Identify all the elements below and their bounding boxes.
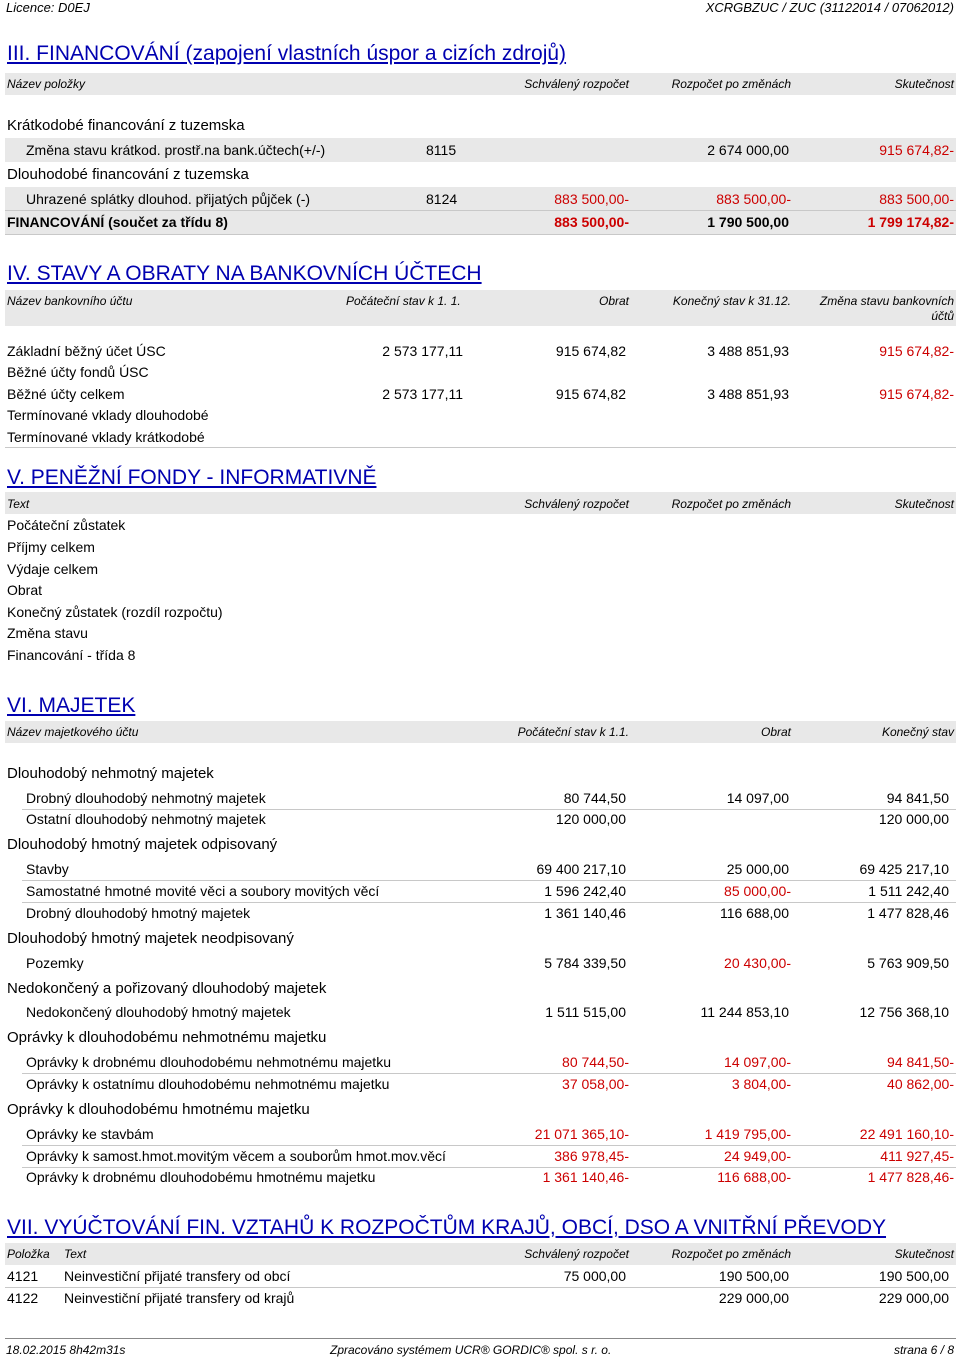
asset-name: Samostatné hmotné movité věci a soubory movitých věcí — [26, 883, 380, 899]
row-actual: 915 674,82- — [879, 142, 954, 158]
asset-start: 80 744,50- — [562, 1054, 629, 1070]
col-approved: Schválený rozpočet — [524, 1247, 629, 1261]
transfer-actual: 229 000,00 — [878, 1290, 949, 1306]
licence-label: Licence: D0EJ — [6, 0, 90, 15]
section-v-title: V. PENĚŽNÍ FONDY - INFORMATIVNĚ — [7, 466, 377, 489]
asset-start: 21 071 365,10- — [534, 1126, 629, 1142]
col-asset-name: Název majetkového účtu — [7, 725, 139, 739]
fund-row: Počáteční zůstatek — [7, 517, 126, 533]
asset-end: 12 756 368,10 — [859, 1004, 949, 1020]
account-start: 2 573 177,11 — [382, 343, 463, 359]
row-approved: 883 500,00- — [554, 191, 629, 207]
col-actual: Skutečnost — [894, 77, 954, 91]
asset-start: 1 361 140,46- — [542, 1169, 629, 1185]
asset-group-title: Dlouhodobý hmotný majetek odpisovaný — [7, 836, 278, 853]
col-account-name: Název bankovního účtu — [7, 294, 133, 308]
asset-start: 386 978,45- — [554, 1148, 629, 1164]
group-long-term-financing: Dlouhodobé financování z tuzemska — [7, 166, 249, 183]
col-item: Položka — [7, 1247, 50, 1261]
asset-turnover: 24 949,00- — [724, 1148, 791, 1164]
asset-name: Oprávky ke stavbám — [26, 1126, 154, 1142]
fund-row: Financování - třída 8 — [7, 647, 136, 663]
col-start: Počáteční stav k 1.1. — [517, 725, 629, 739]
section-iv-header-band — [5, 290, 956, 326]
row-name: Uhrazené splátky dlouhod. přijatých půjček (-) — [26, 191, 311, 207]
account-name: Termínované vklady dlouhodobé — [7, 407, 209, 423]
col-approved: Schválený rozpočet — [524, 77, 629, 91]
col-end: Konečný stav k 31.12. — [672, 294, 791, 308]
asset-start: 37 058,00- — [562, 1076, 629, 1092]
col-text: Text — [64, 1247, 87, 1261]
asset-name: Oprávky k ostatnímu dlouhodobému nehmotnému majetku — [26, 1076, 390, 1092]
asset-group-title: Dlouhodobý hmotný majetek neodpisovaný — [7, 930, 294, 947]
row-name: Změna stavu krátkod. prostř.na bank.účtech(+/-) — [26, 142, 326, 158]
asset-turnover: 25 000,00 — [726, 861, 789, 877]
col-text: Text — [7, 497, 30, 511]
col-change: Změna stavu bankovních — [819, 294, 954, 308]
account-end: 3 488 851,93 — [707, 386, 789, 402]
asset-turnover: 11 244 853,10 — [700, 1004, 789, 1020]
asset-turnover: 20 430,00- — [724, 955, 791, 971]
account-change: 915 674,82- — [879, 343, 954, 359]
fund-row: Příjmy celkem — [7, 539, 95, 555]
asset-end: 40 862,00- — [887, 1076, 954, 1092]
account-name: Základní běžný účet ÚSC — [7, 343, 166, 359]
asset-name: Nedokončený dlouhodobý hmotný majetek — [26, 1004, 291, 1020]
asset-end: 94 841,50 — [886, 790, 949, 806]
asset-name: Drobný dlouhodobý hmotný majetek — [26, 905, 251, 921]
section-vi-title: VI. MAJETEK — [7, 694, 136, 717]
account-turnover: 915 674,82 — [555, 386, 626, 402]
account-change: 915 674,82- — [879, 386, 954, 402]
col-item-name: Název položky — [7, 77, 86, 91]
asset-start: 1 511 515,00 — [545, 1004, 626, 1020]
asset-start: 69 400 217,10 — [536, 861, 626, 877]
account-name: Běžné účty celkem — [7, 386, 125, 402]
footer-date: 18.02.2015 8h42m31s — [6, 1343, 126, 1357]
account-turnover: 915 674,82 — [555, 343, 626, 359]
row-actual: 883 500,00- — [879, 191, 954, 207]
col-actual: Skutečnost — [894, 497, 954, 511]
asset-end: 411 927,45- — [880, 1148, 954, 1164]
asset-start: 5 784 339,50 — [544, 955, 626, 971]
section-vi-header-band — [5, 721, 956, 743]
asset-start: 1 596 242,40 — [544, 883, 626, 899]
asset-end: 5 763 909,50 — [867, 955, 949, 971]
asset-turnover: 14 097,00 — [726, 790, 789, 806]
asset-end: 69 425 217,10 — [859, 861, 949, 877]
section-iv-title: IV. STAVY A OBRATY NA BANKOVNÍCH ÚČTECH — [7, 262, 482, 285]
transfer-approved: 75 000,00 — [563, 1268, 626, 1284]
asset-start: 80 744,50 — [563, 790, 626, 806]
asset-end: 94 841,50- — [887, 1054, 954, 1070]
asset-end: 1 477 828,46 — [867, 905, 949, 921]
asset-group-title: Nedokončený a pořizovaný dlouhodobý majetek — [7, 980, 327, 997]
document-id: XCRGBZUC / ZUC (31122014 / 07062012) — [705, 0, 954, 15]
row-after: 883 500,00- — [716, 191, 791, 207]
group-short-term-financing: Krátkodobé financování z tuzemska — [7, 117, 245, 134]
col-after-changes: Rozpočet po změnách — [671, 1247, 791, 1261]
row-after: 2 674 000,00 — [707, 142, 789, 158]
col-end: Konečný stav — [881, 725, 954, 739]
transfer-after: 229 000,00 — [718, 1290, 789, 1306]
col-approved: Schválený rozpočet — [524, 497, 629, 511]
asset-end: 1 477 828,46- — [867, 1169, 954, 1185]
total-actual: 1 799 174,82- — [867, 214, 954, 230]
fund-row: Výdaje celkem — [7, 561, 99, 577]
footer-system: Zpracováno systémem UCR® GORDIC® spol. s r. o. — [330, 1343, 612, 1357]
footer-page: strana 6 / 8 — [893, 1343, 954, 1357]
row-code: 8124 — [426, 191, 458, 207]
asset-name: Stavby — [26, 861, 69, 877]
account-start: 2 573 177,11 — [382, 386, 463, 402]
asset-end: 22 491 160,10- — [859, 1126, 954, 1142]
asset-group-title: Dlouhodobý nehmotný majetek — [7, 765, 214, 782]
asset-turnover: 3 804,00- — [731, 1076, 791, 1092]
asset-name: Drobný dlouhodobý nehmotný majetek — [26, 790, 266, 806]
col-change-line2: účtů — [931, 309, 954, 323]
asset-turnover: 116 688,00 — [719, 905, 789, 921]
asset-name: Oprávky k drobnému dlouhodobému nehmotnému majetku — [26, 1054, 391, 1070]
account-name: Termínované vklady krátkodobé — [7, 429, 205, 445]
transfer-item: 4121 — [7, 1268, 39, 1284]
col-turnover: Obrat — [760, 725, 791, 739]
section-iii-title: III. FINANCOVÁNÍ (zapojení vlastních úspor a cizích zdrojů) — [7, 42, 567, 65]
fund-row: Změna stavu — [7, 625, 88, 641]
section-iii-header-band — [5, 73, 956, 95]
asset-start: 1 361 140,46 — [544, 905, 626, 921]
account-name: Běžné účty fondů ÚSC — [7, 364, 149, 380]
asset-end: 120 000,00 — [878, 811, 949, 827]
asset-name: Oprávky k drobnému dlouhodobému hmotnému majetku — [26, 1169, 376, 1185]
asset-start: 120 000,00 — [555, 811, 626, 827]
fund-row: Obrat — [7, 582, 43, 598]
total-approved: 883 500,00- — [554, 214, 629, 230]
col-after-changes: Rozpočet po změnách — [671, 497, 791, 511]
asset-name: Ostatní dlouhodobý nehmotný majetek — [26, 811, 266, 827]
asset-name: Oprávky k samost.hmot.movitým věcem a souborům hmot.mov.věcí — [26, 1148, 446, 1164]
transfer-item: 4122 — [7, 1290, 39, 1306]
total-name: FINANCOVÁNÍ (součet za třídu 8) — [7, 214, 228, 230]
transfer-text: Neinvestiční přijaté transfery od krajů — [64, 1290, 295, 1306]
col-turnover: Obrat — [598, 294, 629, 308]
col-after-changes: Rozpočet po změnách — [671, 77, 791, 91]
asset-turnover: 1 419 795,00- — [704, 1126, 791, 1142]
asset-end: 1 511 242,40 — [868, 883, 949, 899]
section-vii-title: VII. VYÚČTOVÁNÍ FIN. VZTAHŮ K ROZPOČTŮM KRAJŮ, OBCÍ, DSO A VNITŘNÍ PŘEVODY — [7, 1216, 887, 1239]
fund-row: Konečný zůstatek (rozdíl rozpočtu) — [7, 604, 223, 620]
asset-group-title: Oprávky k dlouhodobému nehmotnému majetku — [7, 1029, 327, 1046]
asset-group-title: Oprávky k dlouhodobému hmotnému majetku — [7, 1101, 310, 1118]
transfer-text: Neinvestiční přijaté transfery od obcí — [64, 1268, 291, 1284]
section-vii-header-band — [5, 1243, 956, 1265]
col-start: Počáteční stav k 1. 1. — [346, 294, 461, 308]
asset-turnover: 85 000,00- — [724, 883, 791, 899]
col-actual: Skutečnost — [894, 1247, 954, 1261]
asset-turnover: 116 688,00- — [717, 1169, 791, 1185]
row-code: 8115 — [426, 142, 457, 158]
account-end: 3 488 851,93 — [707, 343, 789, 359]
transfer-actual: 190 500,00 — [878, 1268, 949, 1284]
total-after: 1 790 500,00 — [707, 214, 789, 230]
asset-turnover: 14 097,00- — [724, 1054, 791, 1070]
asset-name: Pozemky — [26, 955, 84, 971]
transfer-after: 190 500,00 — [718, 1268, 789, 1284]
section-v-header-band — [5, 492, 956, 514]
